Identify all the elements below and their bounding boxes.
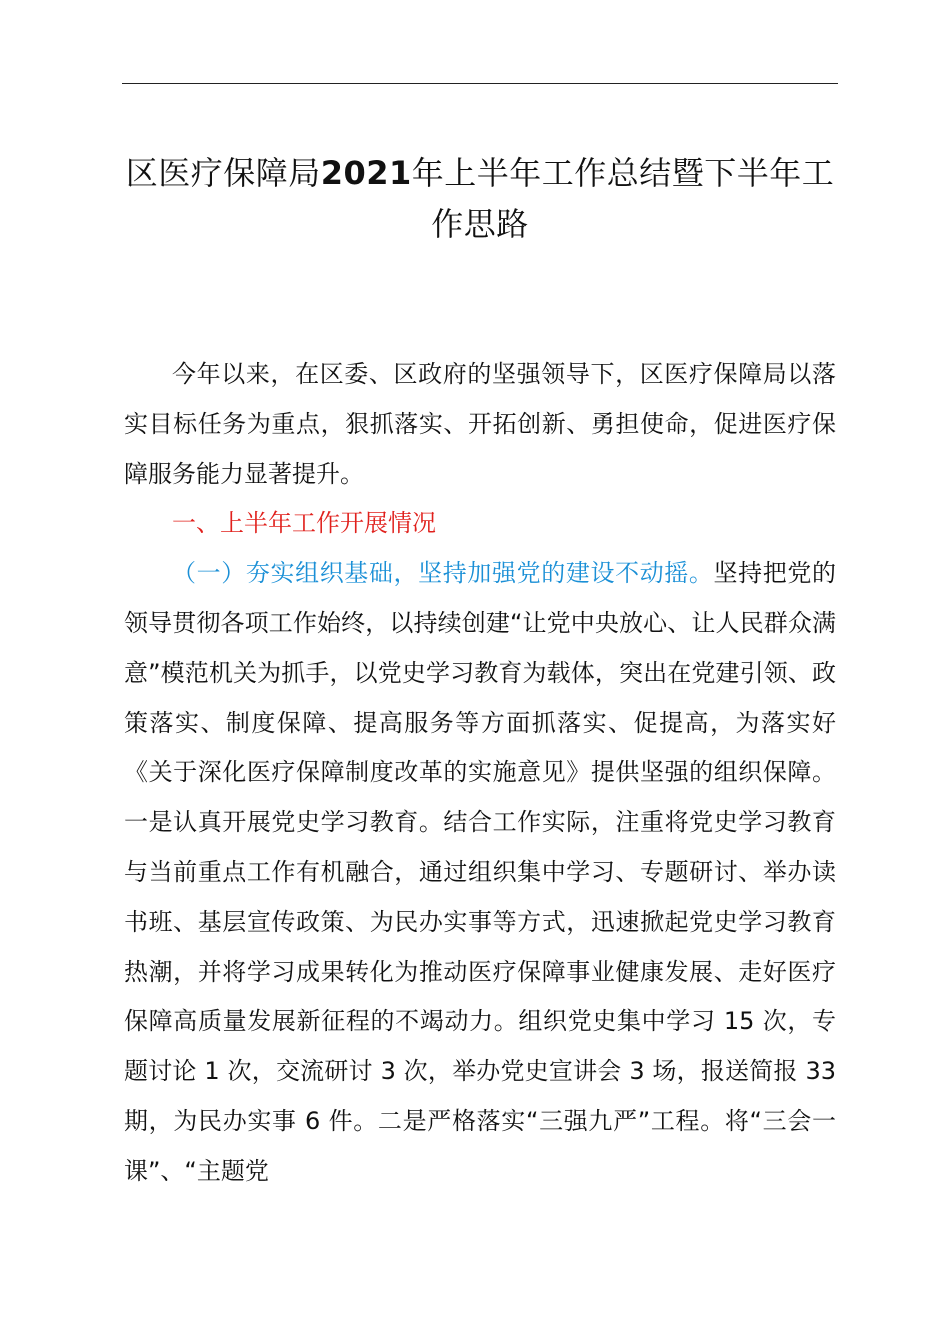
title-prefix: 区医疗保障局 — [125, 154, 321, 192]
intro-paragraph: 今年以来，在区委、区政府的坚强领导下，区医疗保障局以落实目标任务为重点，狠抓落实、开拓创新、勇担使命，促进医疗保障服务能力显著提升。 — [124, 360, 836, 488]
header-rule — [122, 83, 838, 84]
document-body — [124, 350, 836, 1197]
title-suffix: 年上半年工作总结暨下半年工作思路 — [411, 154, 835, 243]
document-title — [110, 148, 850, 250]
subsection-heading: （一）夯实组织基础，坚持加强党的建设不动摇。 — [172, 559, 714, 588]
title-year: 2021 — [320, 154, 412, 192]
section-heading: 一、上半年工作开展情况 — [172, 509, 436, 538]
subsection-paragraph — [124, 549, 836, 1196]
subsection-body: 坚持把党的领导贯彻各项工作始终，以持续创建“让党中央放心、让人民群众满意”模范机关为抓手，以党史学习教育为载体，突出在党建引领、政策落实、制度保障、提高服务等方面抓落实、促提高，为落实好《关于深化医疗保障制度改革的实施意见》提供坚强的组织保障。一是认真开展党史学习教育。结合工作实际，注重将党史学习教育与当前重点工作有机融合，通过组织集中学习、专题研讨、举办读书班、基层宣传政策、为民办实事等方式，迅速掀起党史学习教育热潮，并将学习成果转化为推动医疗保障事业健康发展、走好医疗保障高质量发展新征程的不竭动力。组织党史集中学习 15 次，专题讨论 1 次，交流研讨 3 次，举办党史宣讲会 3 场，报送简报 33 期，为民办实事 6 件。二是严格落实“三强九严”工程。将“三会一课”、“主题党 — [124, 559, 837, 1185]
